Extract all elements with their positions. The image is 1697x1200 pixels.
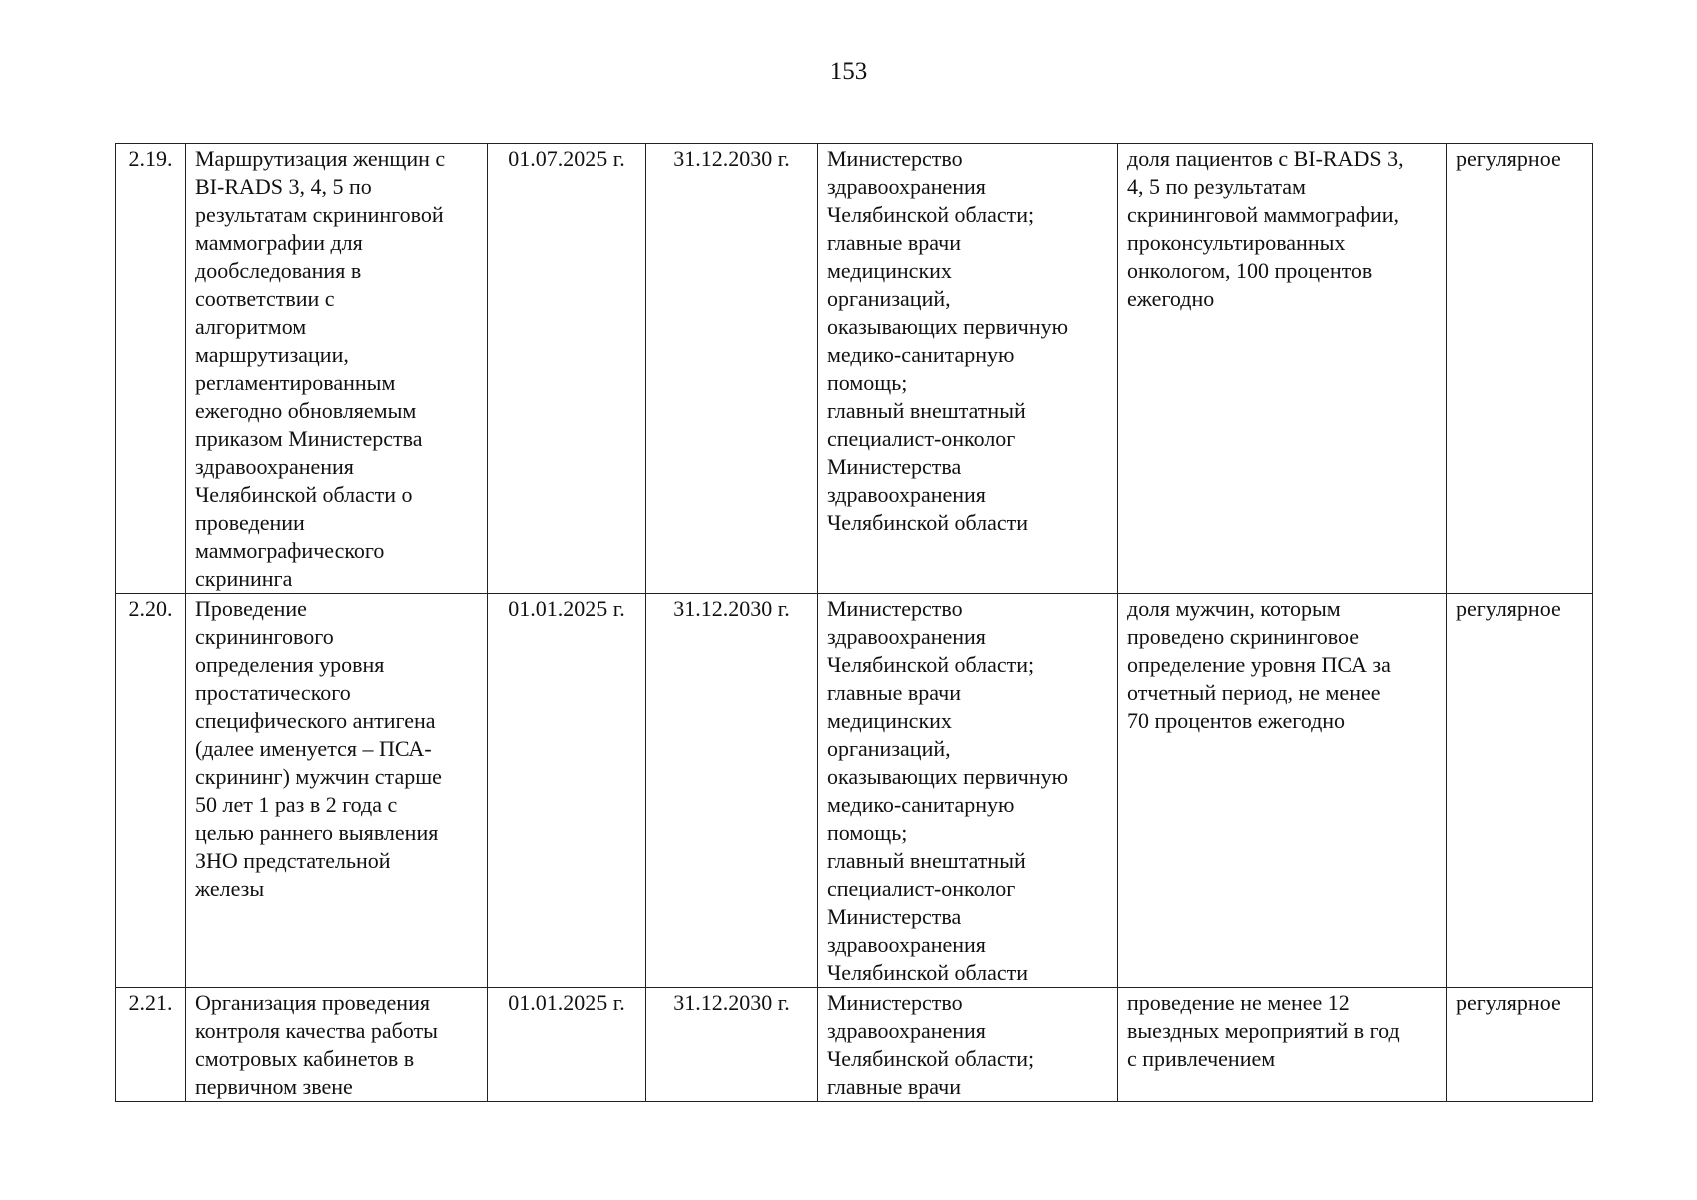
activity-type: регулярное bbox=[1447, 988, 1593, 1102]
responsible: Министерство здравоохранения Челябинской области; главные врачи медицинских организаций, оказывающих первичную медико-санитарную помощь; главный внештатный специалист-онколог Министерства здравоохранения Челябинской области bbox=[818, 144, 1118, 594]
activity-type: регулярное bbox=[1447, 144, 1593, 594]
table-row bbox=[116, 144, 1593, 594]
indicator: доля мужчин, которым проведено скрининговое определение уровня ПСА за отчетный период, не менее 70 процентов ежегодно bbox=[1118, 594, 1447, 988]
item-number: 2.19. bbox=[116, 144, 186, 594]
end-date: 31.12.2030 г. bbox=[646, 594, 818, 988]
end-date: 31.12.2030 г. bbox=[646, 144, 818, 594]
start-date: 01.01.2025 г. bbox=[488, 988, 646, 1102]
indicator: доля пациентов с BI-RADS 3, 4, 5 по результатам скрининговой маммографии, проконсультированных онкологом, 100 процентов ежегодно bbox=[1118, 144, 1447, 594]
page-number: 153 bbox=[829, 58, 868, 85]
activities-table bbox=[115, 143, 1593, 1102]
responsible: Министерство здравоохранения Челябинской области; главные врачи медицинских организаций, оказывающих первичную медико-санитарную помощь; главный внештатный специалист-онколог Министерства здравоохранения Челябинской области bbox=[818, 594, 1118, 988]
activity-name: Маршрутизация женщин с BI-RADS 3, 4, 5 по результатам скрининговой маммографии для дообследования в соответствии с алгоритмом маршрутизации, регламентированным ежегодно обновляемым приказом Министерства здравоохранения Челябинской области о проведении маммографического скрининга bbox=[186, 144, 488, 594]
end-date: 31.12.2030 г. bbox=[646, 988, 818, 1102]
activity-name: Проведение скринингового определения уровня простатического специфического антигена (далее именуется – ПСА- скрининг) мужчин старше 50 лет 1 раз в 2 года с целью раннего выявления ЗНО предстательной железы bbox=[186, 594, 488, 988]
responsible: Министерство здравоохранения Челябинской области; главные врачи bbox=[818, 988, 1118, 1102]
item-number: 2.21. bbox=[116, 988, 186, 1102]
start-date: 01.07.2025 г. bbox=[488, 144, 646, 594]
start-date: 01.01.2025 г. bbox=[488, 594, 646, 988]
item-number: 2.20. bbox=[116, 594, 186, 988]
activity-type: регулярное bbox=[1447, 594, 1593, 988]
table-row bbox=[116, 594, 1593, 988]
activity-name: Организация проведения контроля качества работы смотровых кабинетов в первичном звене bbox=[186, 988, 488, 1102]
indicator: проведение не менее 12 выездных мероприятий в год с привлечением bbox=[1118, 988, 1447, 1102]
table-row bbox=[116, 988, 1593, 1102]
